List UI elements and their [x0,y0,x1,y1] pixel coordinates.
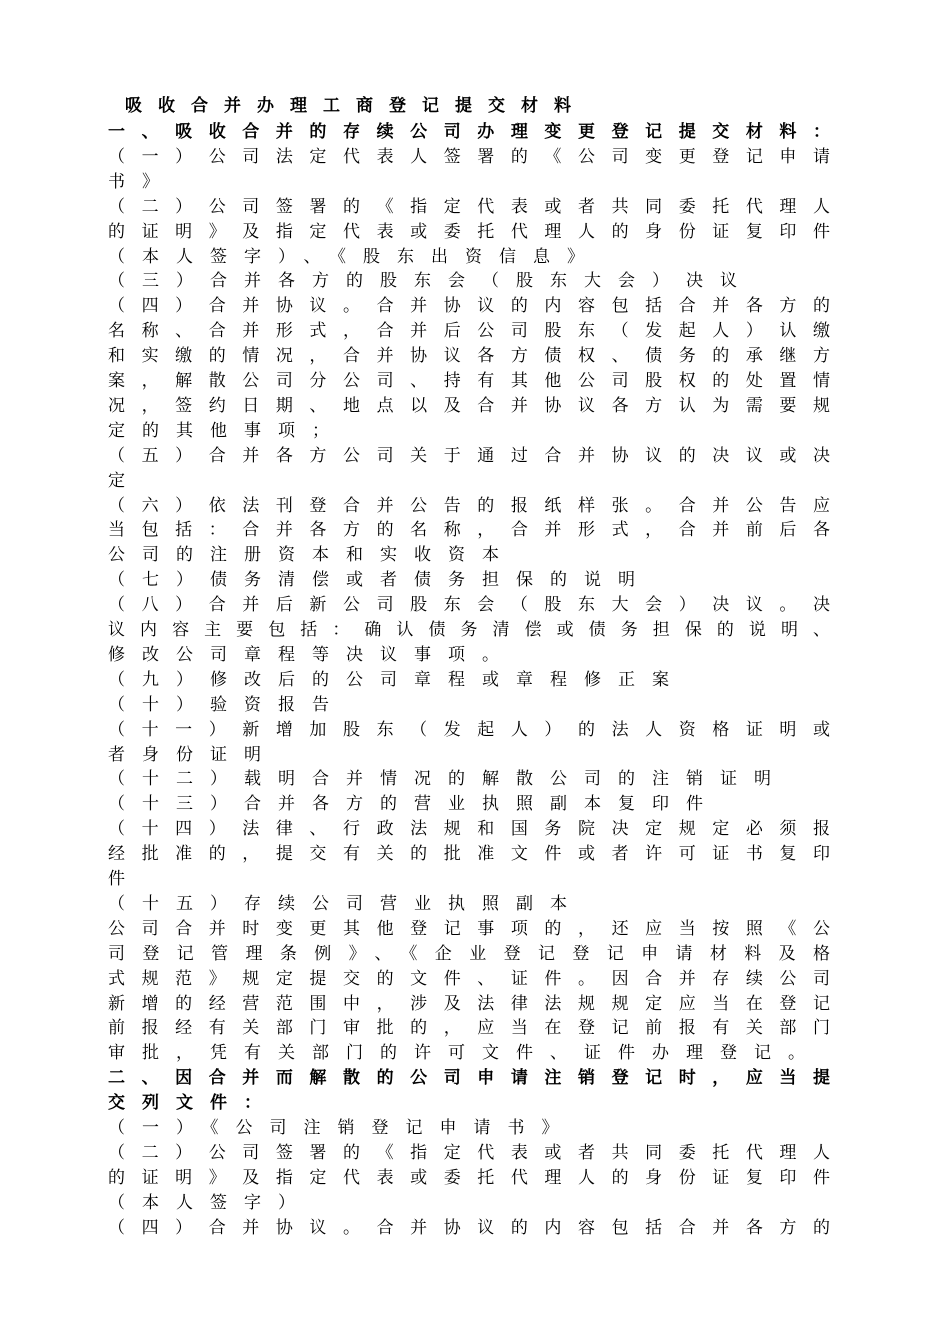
text-line: （六）依法刊登合并公告的报纸样张。合并公告应 [108,495,830,516]
text-line: 前报经有关部门审批的，应当在登记前报有关部门 [108,1018,830,1039]
text-line: （本人签字）、《股东出资信息》 [108,246,601,267]
text-line: （七）债务清偿或者债务担保的说明 [108,570,652,591]
text-line: （三）合并各方的股东会（股东大会）决议 [108,271,754,292]
text-line: （十四）法律、行政法规和国务院决定规定必须报 [108,819,830,840]
text-line: 公司的注册资本和实收资本 [108,545,516,566]
text-line: （本人签字） [108,1192,312,1213]
text-line: 一、吸收合并的存续公司办理变更登记提交材料： [108,122,830,142]
text-line: 新增的经营范围中，涉及法律法规规定应当在登记 [108,993,830,1014]
text-line: 司登记管理条例》、《企业登记登记申请材料及格 [108,943,830,964]
text-line: 二、因合并而解散的公司申请注销登记时，应当提 [108,1068,830,1089]
text-line: 定 [108,470,142,491]
text-line: 况，签约日期、地点以及合并协议各方认为需要规 [108,395,830,416]
text-line: 公司合并时变更其他登记事项的，还应当按照《公 [108,918,830,939]
text-line: 件 [108,869,142,889]
text-line: 名称、合并形式，合并后公司股东（发起人）认缴 [108,321,830,342]
text-line: （一）《公司注销登记申请书》 [108,1118,576,1138]
text-line: 的证明》及指定代表或委托代理人的身份证复印件 [108,221,830,242]
text-line: （九）修改后的公司章程或章程修正案 [108,669,686,690]
text-line: 式规范》规定提交的文件、证件。因合并存续公司 [108,968,830,989]
text-line: 审批，凭有关部门的许可文件、证件办理登记。 [108,1043,822,1064]
text-line: （十一）新增加股东（发起人）的法人资格证明或 [108,719,830,740]
text-line: （四）合并协议。合并协议的内容包括合并各方的 [108,296,830,317]
text-line: （四）合并协议。合并协议的内容包括合并各方的 [108,1217,830,1238]
text-line: 修改公司章程等决议事项。 [108,644,516,665]
text-line: 的证明》及指定代表或委托代理人的身份证复印件 [108,1167,830,1188]
text-line: （一）公司法定代表人签署的《公司变更登记申请 [108,146,830,167]
text-line: （十）验资报告 [108,694,346,715]
text-line: 交列文件： [108,1093,278,1114]
text-line: 定的其他事项； [108,420,346,441]
text-line: （十二）载明合并情况的解散公司的注销证明 [108,769,788,790]
text-line: （二）公司签署的《指定代表或者共同委托代理人 [108,196,830,217]
text-line: 议内容主要包括：确认债务清偿或债务担保的说明、 [108,620,830,640]
text-line: 书》 [108,171,176,192]
text-line: 当包括：合并各方的名称，合并形式，合并前后各 [108,520,830,541]
text-line: （五）合并各方公司关于通过合并协议的决议或决 [108,445,830,466]
text-line: （十五）存续公司营业执照副本 [108,893,584,914]
document-title: 吸收合并办理工商登记提交材料 [125,96,587,116]
text-line: （八）合并后新公司股东会（股东大会）决议。决 [108,595,830,616]
text-line: 者身份证明 [108,744,278,765]
text-line: 和实缴的情况，合并协议各方债权、债务的承继方 [108,346,830,367]
text-line: （二）公司签署的《指定代表或者共同委托代理人 [108,1142,830,1163]
text-line: 经批准的，提交有关的批准文件或者许可证书复印 [108,844,830,865]
text-line: （十三）合并各方的营业执照副本复印件 [108,794,720,815]
text-line: 案，解散公司分公司、持有其他公司股权的处置情 [108,371,830,391]
